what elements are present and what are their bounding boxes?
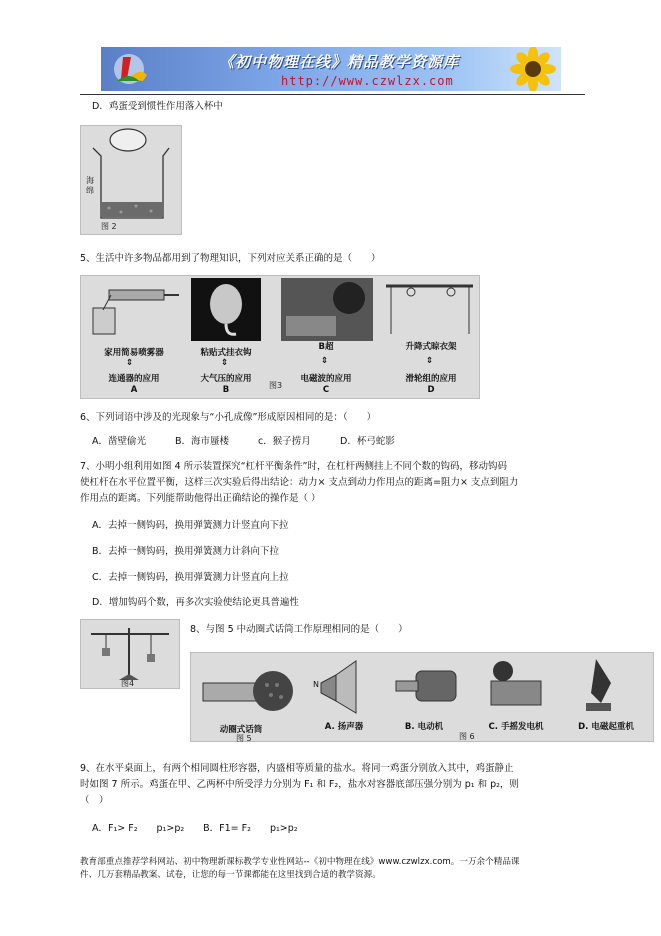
svg-text:N: N (313, 680, 319, 689)
q6-option-c: c．猴子捞月 (258, 436, 311, 447)
q8-option-b: B. 电动机 (404, 722, 444, 732)
q8-stem: 8、与图 5 中动圈式话筒工作原理相同的是（ ） (190, 624, 408, 635)
footer-line2: 件、几万套精品教案、试卷，让您的每一节课都能在这里找到合适的教学资源。 (80, 870, 381, 880)
q7-stem-line2: 使杠杆在水平位置平衡，这样三次实验后得出结论：动力× 支点到动力作用点的距离=阻力× 支点到阻力 (80, 477, 519, 488)
figure-5-6-photos (191, 653, 653, 723)
q9-stem-line2: 时如图 7 所示。鸡蛋在甲、乙两杯中所受浮力分别为 F₁ 和 F₂，盐水对容器底部压强分别为 p₁ 和 p₂，则 (80, 779, 519, 790)
q5-c-use: 电磁波的应用 (300, 374, 352, 384)
q6-option-b: B．海市蜃楼 (175, 436, 230, 447)
q7-option-a: A．去掉一侧钩码，换用弹簧测力计竖直向下拉 (92, 520, 289, 531)
q7-option-b: B．去掉一侧钩码，换用弹簧测力计斜向下拉 (92, 546, 280, 557)
q5-b-letter: B (222, 385, 230, 395)
q5-c-name: B超 (318, 342, 334, 352)
sunflower-icon (503, 47, 561, 91)
figure-3-caption: 图3 (269, 381, 283, 390)
sponge-label: 海绵 (86, 176, 94, 195)
q8-option-d: D. 电磁起重机 (578, 722, 634, 732)
q5-stem: 5、生活中许多物品都用到了物理知识，下列对应关系正确的是（ ） (80, 253, 381, 264)
figure-5-caption: 图 5 (236, 734, 252, 743)
q4-option-d: D．鸡蛋受到惯性作用落入杯中 (92, 101, 223, 112)
q5-d-arrow: ⇕ (426, 356, 434, 366)
q6-stem: 6、下列词语中涉及的光现象与“小孔成像”形成原因相同的是：（ ） (80, 412, 377, 423)
q5-a-name: 家用简易喷雾器 (104, 348, 164, 358)
figure-3 (80, 275, 480, 399)
figure-2 (80, 125, 182, 235)
banner-title: 《初中物理在线》精品教学资源库 (219, 53, 460, 71)
q9-stem-line3: （ ） (80, 795, 109, 806)
q5-b-arrow: ⇕ (221, 358, 229, 368)
q7-stem-line3: 作用点的距离。下列能帮助他得出正确结论的操作是（ ） (80, 493, 321, 504)
q5-a-letter: A (130, 385, 138, 395)
q5-a-arrow: ⇕ (126, 358, 134, 368)
q5-b-name: 粘贴式挂衣钩 (200, 348, 252, 358)
q7-option-d: D．增加钩码个数，再多次实验使结论更具普遍性 (92, 597, 299, 608)
header-rule (80, 94, 585, 95)
q5-b-use: 大气压的应用 (200, 374, 252, 384)
q5-a-use: 连通器的应用 (108, 374, 160, 384)
q5-d-letter: D (427, 385, 435, 395)
figure-4 (80, 619, 180, 689)
figure-2-caption: 图 2 (101, 222, 117, 231)
q5-c-letter: C (322, 385, 330, 395)
banner-url[interactable]: http://www.czwlzx.com (281, 74, 454, 88)
q9-stem-line1: 9、在水平桌面上，有两个相同圆柱形容器，内盛相等质量的盐水。将同一鸡蛋分别放入其中，鸡蛋静止 (80, 763, 514, 774)
fig5-microphone-label: 动圈式话筒 (219, 725, 263, 735)
logo-icon (109, 49, 219, 89)
footer-line1: 教育部重点推荐学科网站、初中物理新课标教学专业性网站--《初中物理在线》www.czwlzx.com。一万余个精品课 (80, 857, 520, 867)
q6-option-d: D．杯弓蛇影 (340, 436, 395, 447)
figure-6-caption: 图 6 (459, 732, 475, 741)
q8-option-c: C. 手摇发电机 (488, 722, 544, 732)
q8-option-a: A. 扬声器 (324, 722, 364, 732)
header-banner (101, 47, 561, 91)
q9-options: A．F₁> F₂ p₁>p₂ B．F1= F₂ p₁>p₂ (92, 823, 298, 834)
figure-3-photos (81, 276, 479, 346)
q7-stem-line1: 7、小明小组利用如图 4 所示装置探究“杠杆平衡条件”时，在杠杆两侧挂上不同个数的钩码，移动钩码 (80, 461, 507, 472)
q6-option-a: A．凿壁偷光 (92, 436, 146, 447)
q5-d-use: 滑轮组的应用 (405, 374, 457, 384)
figure-5-6 (190, 652, 654, 742)
q7-option-c: C．去掉一侧钩码，换用弹簧测力计竖直向上拉 (92, 572, 289, 583)
figure-4-caption: 图4 (121, 679, 135, 688)
sprayer-icon (93, 290, 179, 334)
q5-c-arrow: ⇕ (321, 356, 329, 366)
q5-d-name: 升降式晾衣架 (405, 342, 457, 352)
beaker-egg-illustration (81, 126, 181, 234)
